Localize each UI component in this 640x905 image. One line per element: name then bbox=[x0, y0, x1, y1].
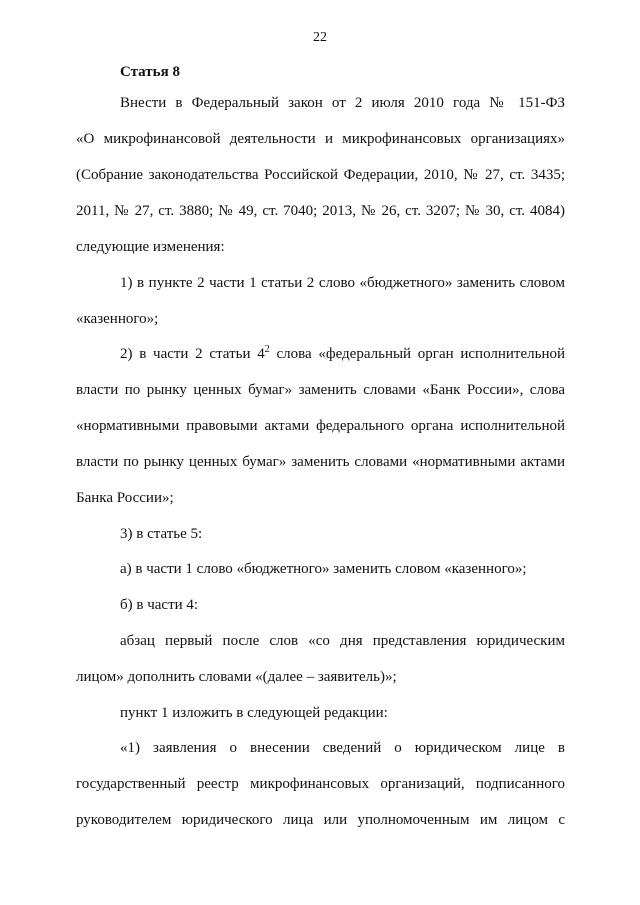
paragraph-1-line-5: следующие изменения: bbox=[76, 239, 225, 255]
superscript-2: 2 bbox=[264, 344, 270, 355]
paragraph-2-line-2: «казенного»; bbox=[76, 311, 159, 327]
paragraph-3-line-1-end: слова «федеральный орган исполнительной bbox=[269, 346, 566, 362]
paragraph-5-line-1: а) в части 1 слово «бюджетного» заменить словом «казенного»; bbox=[120, 561, 527, 577]
paragraph-7-line-1: абзац первый после слов «со дня представления юридическим bbox=[120, 633, 565, 649]
paragraph-3-line-1-start: 2) в части 2 статьи 4 bbox=[120, 346, 265, 362]
paragraph-3-line-2: власти по рынку ценных бумаг» заменить словами «Банк России», слова bbox=[76, 382, 565, 398]
paragraph-1-line-3: (Собрание законодательства Российской Федерации, 2010, № 27, ст. 3435; bbox=[76, 167, 565, 183]
article-heading: Статья 8 bbox=[120, 64, 180, 80]
paragraph-9-line-2: государственный реестр микрофинансовых организаций, подписанного bbox=[76, 776, 565, 792]
page-number: 22 bbox=[313, 30, 327, 45]
paragraph-3-line-1 bbox=[120, 344, 565, 364]
paragraph-1-line-2: «О микрофинансовой деятельности и микрофинансовых организациях» bbox=[76, 131, 565, 147]
paragraph-9-line-1: «1) заявления о внесении сведений о юридическом лице в bbox=[120, 740, 565, 756]
paragraph-1-line-4: 2011, № 27, ст. 3880; № 49, ст. 7040; 2013, № 26, ст. 3207; № 30, ст. 4084) bbox=[76, 203, 565, 219]
paragraph-2-line-1: 1) в пункте 2 части 1 статьи 2 слово «бюджетного» заменить словом bbox=[120, 275, 565, 291]
paragraph-3-line-4: власти по рынку ценных бумаг» заменить словами «нормативными актами bbox=[76, 454, 565, 470]
paragraph-6-line-1: б) в части 4: bbox=[120, 597, 199, 613]
paragraph-1-line-1: Внести в Федеральный закон от 2 июля 2010 года № 151-ФЗ bbox=[120, 95, 565, 111]
paragraph-4-line-1: 3) в статье 5: bbox=[120, 526, 203, 542]
paragraph-3-line-3: «нормативными правовыми актами федерального органа исполнительной bbox=[76, 418, 565, 434]
paragraph-8-line-1: пункт 1 изложить в следующей редакции: bbox=[120, 705, 388, 721]
paragraph-7-line-2: лицом» дополнить словами «(далее – заявитель)»; bbox=[76, 669, 397, 685]
paragraph-3-line-5: Банка России»; bbox=[76, 490, 174, 506]
paragraph-9-line-3: руководителем юридического лица или уполномоченным им лицом с bbox=[76, 812, 565, 828]
